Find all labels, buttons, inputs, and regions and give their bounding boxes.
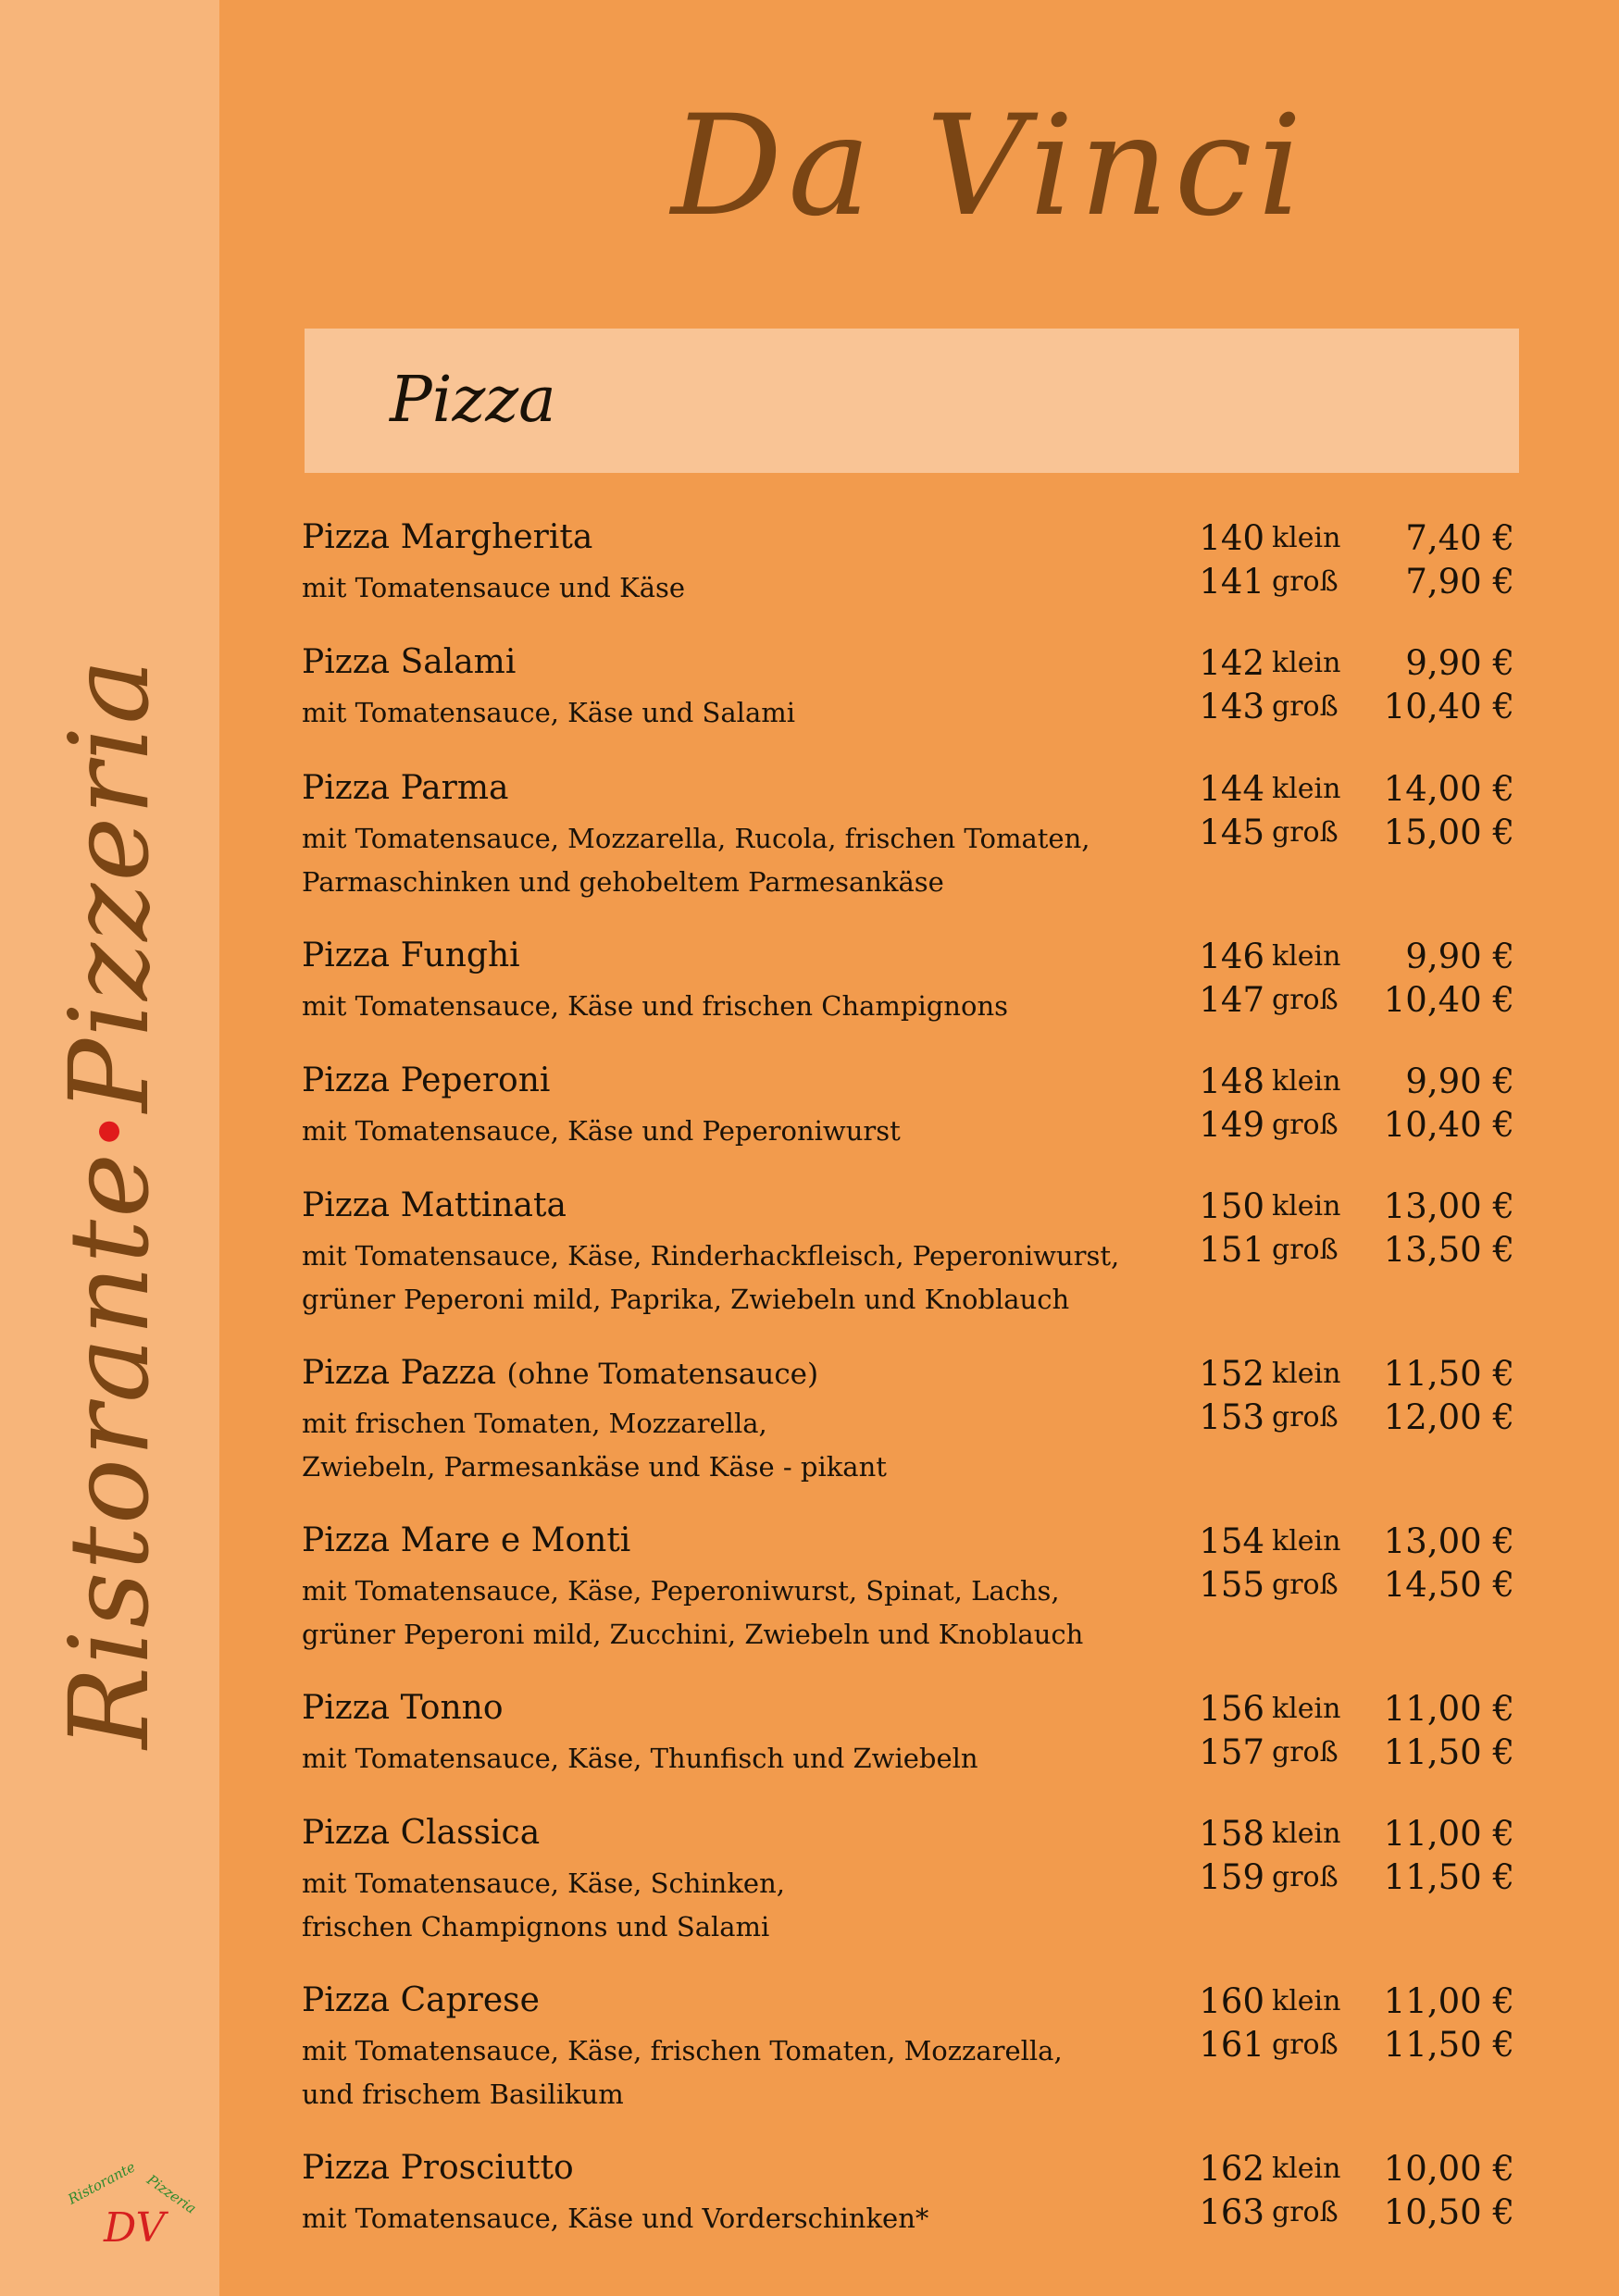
item-number: 140: [1199, 518, 1264, 558]
item-number: 163: [1199, 2192, 1264, 2232]
item-description-line: mit frischen Tomaten, Mozzarella,: [302, 1408, 767, 1439]
item-price: 11,00 €: [1383, 1689, 1514, 1729]
price-row-small: [302, 937, 1524, 979]
item-number: 155: [1199, 1565, 1264, 1605]
size-label: groß: [1272, 1736, 1339, 1769]
item-name-text: Pizza Peperoni: [302, 1061, 551, 1099]
item-price: 10,40 €: [1383, 687, 1514, 726]
item-price: 11,50 €: [1383, 1354, 1514, 1394]
size-label: klein: [1272, 1358, 1341, 1390]
price-row-small: [302, 1981, 1524, 2024]
item-price: 10,50 €: [1383, 2192, 1514, 2232]
item-number: 145: [1199, 813, 1264, 852]
restaurant-logo: [56, 2158, 213, 2267]
item-number: 147: [1199, 980, 1264, 1020]
price-row-large: [302, 562, 1524, 604]
item-description-line: mit Tomatensauce, Käse, Thunfisch und Zwiebeln: [302, 1743, 978, 1774]
price-row-large: [302, 1105, 1524, 1148]
size-label: klein: [1272, 1985, 1341, 2017]
brand-title: Da Vinci: [671, 86, 1308, 247]
size-label: groß: [1272, 1401, 1339, 1433]
item-description-line: mit Tomatensauce und Käse: [302, 572, 686, 603]
price-row-large: [302, 687, 1524, 729]
item-name-text: Pizza Caprese: [302, 1981, 540, 2019]
item-description-line: Zwiebeln, Parmesankäse und Käse - pikant: [302, 1451, 887, 1483]
item-number: 156: [1199, 1689, 1264, 1729]
item-price: 13,00 €: [1383, 1521, 1514, 1561]
size-label: groß: [1272, 816, 1339, 849]
size-label: groß: [1272, 1569, 1339, 1601]
size-label: klein: [1272, 1525, 1341, 1558]
item-name-text: Pizza Tonno: [302, 1689, 504, 1727]
price-row-small: [302, 1814, 1524, 1856]
price-row-small: [302, 1354, 1524, 1396]
size-label: klein: [1272, 1693, 1341, 1725]
price-row-small: [302, 769, 1524, 812]
item-name-text: Pizza Margherita: [302, 518, 593, 556]
item-number: 161: [1199, 2025, 1264, 2065]
size-label: groß: [1272, 2029, 1339, 2061]
price-row-small: [302, 1061, 1524, 1104]
item-price: 9,90 €: [1405, 1061, 1514, 1101]
item-price: 13,50 €: [1383, 1230, 1514, 1270]
price-row-small: [302, 1186, 1524, 1229]
price-row-large: [302, 2192, 1524, 2235]
size-label: groß: [1272, 1109, 1339, 1141]
item-price: 10,40 €: [1383, 1105, 1514, 1145]
item-description-line: mit Tomatensauce, Käse, Rinderhackfleisch, Peperoniwurst,: [302, 1240, 1120, 1272]
price-row-large: [302, 813, 1524, 855]
item-number: 162: [1199, 2149, 1264, 2189]
size-label: klein: [1272, 940, 1341, 973]
item-price: 9,90 €: [1405, 643, 1514, 683]
logo-text-ristorante: Ristorante: [65, 2158, 139, 2208]
red-dot-icon: [99, 1122, 119, 1142]
size-label: klein: [1272, 2153, 1341, 2185]
item-price: 14,00 €: [1383, 769, 1514, 809]
size-label: groß: [1272, 565, 1339, 598]
item-description-line: mit Tomatensauce, Käse, Schinken,: [302, 1868, 785, 1899]
size-label: groß: [1272, 1861, 1339, 1893]
item-number: 153: [1199, 1397, 1264, 1437]
item-price: 13,00 €: [1383, 1186, 1514, 1226]
item-number: 152: [1199, 1354, 1264, 1394]
price-row-large: [302, 980, 1524, 1023]
item-price: 11,00 €: [1383, 1981, 1514, 2021]
sidebar-title-ristorante: Ristorante: [45, 1151, 173, 1749]
item-name-text: Pizza Parma: [302, 769, 509, 807]
sidebar-band: [0, 0, 219, 2296]
item-number: 158: [1199, 1814, 1264, 1854]
price-row-small: [302, 1689, 1524, 1731]
item-number: 144: [1199, 769, 1264, 809]
size-label: groß: [1272, 984, 1339, 1016]
price-row-large: [302, 1732, 1524, 1775]
item-description-line: mit Tomatensauce, Käse und Peperoniwurst: [302, 1115, 901, 1147]
item-number: 149: [1199, 1105, 1264, 1145]
item-number: 160: [1199, 1981, 1264, 2021]
item-description-line: frischen Champignons und Salami: [302, 1911, 770, 1942]
item-price: 9,90 €: [1405, 937, 1514, 976]
item-price: 15,00 €: [1383, 813, 1514, 852]
size-label: groß: [1272, 1234, 1339, 1266]
item-number: 151: [1199, 1230, 1264, 1270]
sidebar-title: [45, 657, 173, 1748]
item-description-line: mit Tomatensauce, Käse und frischen Champignons: [302, 990, 1009, 1022]
item-price: 10,00 €: [1383, 2149, 1514, 2189]
price-row-large: [302, 1230, 1524, 1272]
item-number: 143: [1199, 687, 1264, 726]
item-number: 150: [1199, 1186, 1264, 1226]
price-row-large: [302, 1857, 1524, 1900]
size-label: klein: [1272, 773, 1341, 805]
item-description-line: und frischem Basilikum: [302, 2079, 624, 2110]
price-row-small: [302, 518, 1524, 561]
item-price: 11,50 €: [1383, 1732, 1514, 1772]
item-price: 7,40 €: [1405, 518, 1514, 558]
sidebar-title-pizzeria: Pizzeria: [45, 657, 173, 1113]
item-name-text: Pizza Mattinata: [302, 1186, 567, 1224]
item-description-line: mit Tomatensauce, Mozzarella, Rucola, frischen Tomaten,: [302, 823, 1090, 854]
price-row-large: [302, 2025, 1524, 2067]
logo-initials: DV: [104, 2204, 166, 2252]
item-number: 142: [1199, 643, 1264, 683]
item-number: 157: [1199, 1732, 1264, 1772]
item-number: 146: [1199, 937, 1264, 976]
item-note: (ohne Tomatensauce): [506, 1358, 819, 1391]
item-description-line: grüner Peperoni mild, Paprika, Zwiebeln und Knoblauch: [302, 1284, 1070, 1315]
item-price: 11,00 €: [1383, 1814, 1514, 1854]
size-label: klein: [1272, 1190, 1341, 1222]
item-price: 10,40 €: [1383, 980, 1514, 1020]
size-label: klein: [1272, 1065, 1341, 1098]
section-title: Pizza: [390, 364, 556, 437]
item-name-text: Pizza Funghi: [302, 937, 520, 974]
item-description-line: grüner Peperoni mild, Zucchini, Zwiebeln und Knoblauch: [302, 1619, 1084, 1650]
price-row-small: [302, 1521, 1524, 1564]
item-price: 7,90 €: [1405, 562, 1514, 602]
item-name-text: Pizza Salami: [302, 643, 517, 681]
price-row-small: [302, 2149, 1524, 2191]
size-label: klein: [1272, 647, 1341, 679]
price-row-small: [302, 643, 1524, 686]
item-price: 11,50 €: [1383, 1857, 1514, 1897]
item-name-text: Pizza Prosciutto: [302, 2149, 574, 2187]
item-description-line: mit Tomatensauce, Käse, Peperoniwurst, Spinat, Lachs,: [302, 1575, 1060, 1607]
item-name-text: Pizza Pazza: [302, 1354, 497, 1392]
price-row-large: [302, 1397, 1524, 1440]
item-description-line: mit Tomatensauce, Käse und Salami: [302, 697, 796, 728]
item-name-text: Pizza Classica: [302, 1814, 541, 1852]
size-label: klein: [1272, 1818, 1341, 1850]
logo-text-pizzeria: Pizzeria: [143, 2171, 200, 2217]
item-description-line: Parmaschinken und gehobeltem Parmesankäse: [302, 866, 944, 898]
section-header: [305, 329, 1519, 473]
price-row-large: [302, 1565, 1524, 1607]
size-label: klein: [1272, 522, 1341, 554]
item-name-text: Pizza Mare e Monti: [302, 1521, 631, 1559]
item-number: 154: [1199, 1521, 1264, 1561]
item-number: 159: [1199, 1857, 1264, 1897]
item-price: 14,50 €: [1383, 1565, 1514, 1605]
item-price: 11,50 €: [1383, 2025, 1514, 2065]
item-number: 141: [1199, 562, 1264, 602]
item-price: 12,00 €: [1383, 1397, 1514, 1437]
item-description-line: mit Tomatensauce, Käse und Vorderschinken*: [302, 2203, 929, 2234]
size-label: groß: [1272, 2196, 1339, 2228]
item-description-line: mit Tomatensauce, Käse, frischen Tomaten, Mozzarella,: [302, 2035, 1063, 2066]
size-label: groß: [1272, 690, 1339, 723]
item-number: 148: [1199, 1061, 1264, 1101]
